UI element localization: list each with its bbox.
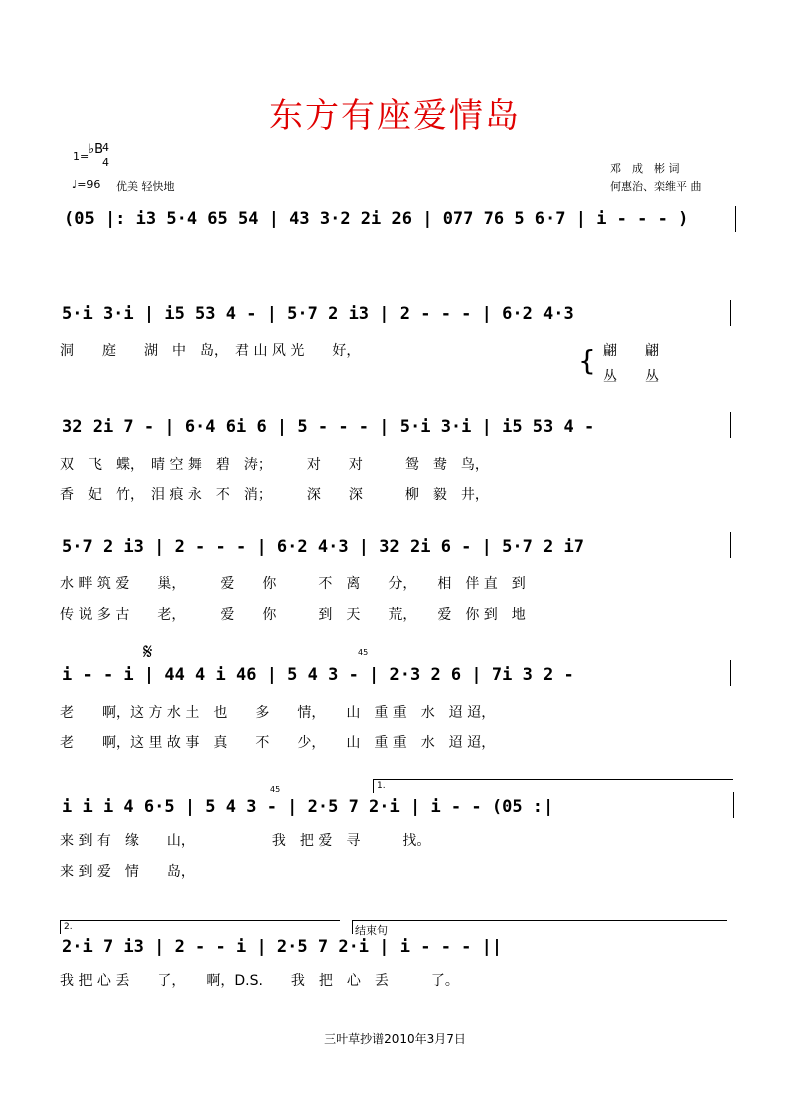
composer-credit: 何惠治、栾维平 曲 [610,180,702,193]
lyric-line: 双 飞 蝶， 晴 空 舞 碧 涛； 对 对 鸳 鸯 鸟， [60,457,489,473]
song-title: 东方有座爱情岛 [269,96,521,136]
tempo-expression: 优美 轻快地 [116,180,175,193]
lyric-line: 我 把 心 丢 了， 啊，D.S. 我 把 心 丢 了。 [60,973,459,989]
notation-line: i - - i | 44 4 i 46 | 5 4 3 - | 2·3 2 6 | 7i 3 2 - [62,665,574,685]
key-prefix: 1= [73,150,90,163]
notation-line: 32 2i 7 - | 6·4 6i 6 | 5 - - - | 5·i 3·i | i5 53 4 - [62,417,595,437]
ending-label: 结束句 [355,924,388,937]
lyric-line: 老 啊，这 方 水 土 也 多 情， 山 重 重 水 迢 迢， [60,705,496,721]
notation-line: (05 |: i3 5·4 65 54 | 43 3·2 2i 26 | 077 76 5 6·7 | i - - - ) [64,209,689,229]
key-note: ♭B [88,142,104,157]
lyric-line: 洞 庭 湖 中 岛， 君 山 风 光 好， [60,343,361,359]
footer-note: 三叶草抄谱2010年3月7日 [324,1032,466,1046]
notation-line: 5·i 3·i | i5 53 4 - | 5·7 2 i3 | 2 - - - | 6·2 4·3 [62,304,574,324]
volta-bracket [373,779,733,780]
ending-bracket [352,920,727,921]
lyric-line: 来 到 有 缘 山， 我 把 爱 寻 找。 [60,833,431,849]
barline [730,660,731,686]
volta-1-label: 1. [377,781,386,791]
barline [730,412,731,438]
brace-icon: { [578,344,596,377]
lyric-line: 水 畔 筑 爱 巢， 爱 你 不 离 分， 相 伴 直 到 [60,576,526,592]
barline [730,300,731,326]
notation-line: 5·7 2 i3 | 2 - - - | 6·2 4·3 | 32 2i 6 - | 5·7 2 i7 [62,537,584,557]
volta-bracket-edge [60,920,61,934]
grace-notes: 45 [358,648,369,657]
notation-line: i i i 4 6·5 | 5 4 3 - | 2·5 7 2·i | i - - (05 :| [62,797,554,817]
lyric-verse-2: 丛 丛 [603,369,659,385]
volta-2-label: 2. [64,922,73,932]
lyric-line: 老 啊，这 里 故 事 真 不 少， 山 重 重 水 迢 迢， [60,735,496,751]
barline [735,206,736,232]
lyric-line: 传 说 多 古 老， 爱 你 到 天 荒， 爱 你 到 地 [60,607,526,623]
tempo-mark: ♩=96 [72,178,101,191]
volta-bracket [60,920,340,921]
time-top: 4 [102,141,109,154]
notation-line: 2·i 7 i3 | 2 - - i | 2·5 7 2·i | i - - - || [62,937,503,957]
segno-icon: 𝄋 [143,640,153,665]
barline [730,532,731,558]
volta-bracket-edge [373,779,374,793]
ending-bracket-edge [352,920,353,934]
time-bottom: 4 [102,156,109,169]
lyric-verse-1: 翩 翩 [603,343,659,359]
lyric-line: 香 妃 竹， 泪 痕 永 不 消； 深 深 柳 毅 井， [60,487,489,503]
lyric-line: 来 到 爱 情 岛， [60,864,195,880]
lyricist-credit: 邓 成 彬 词 [610,162,680,175]
repeat-barline [733,792,734,818]
grace-notes: 45 [270,785,281,794]
